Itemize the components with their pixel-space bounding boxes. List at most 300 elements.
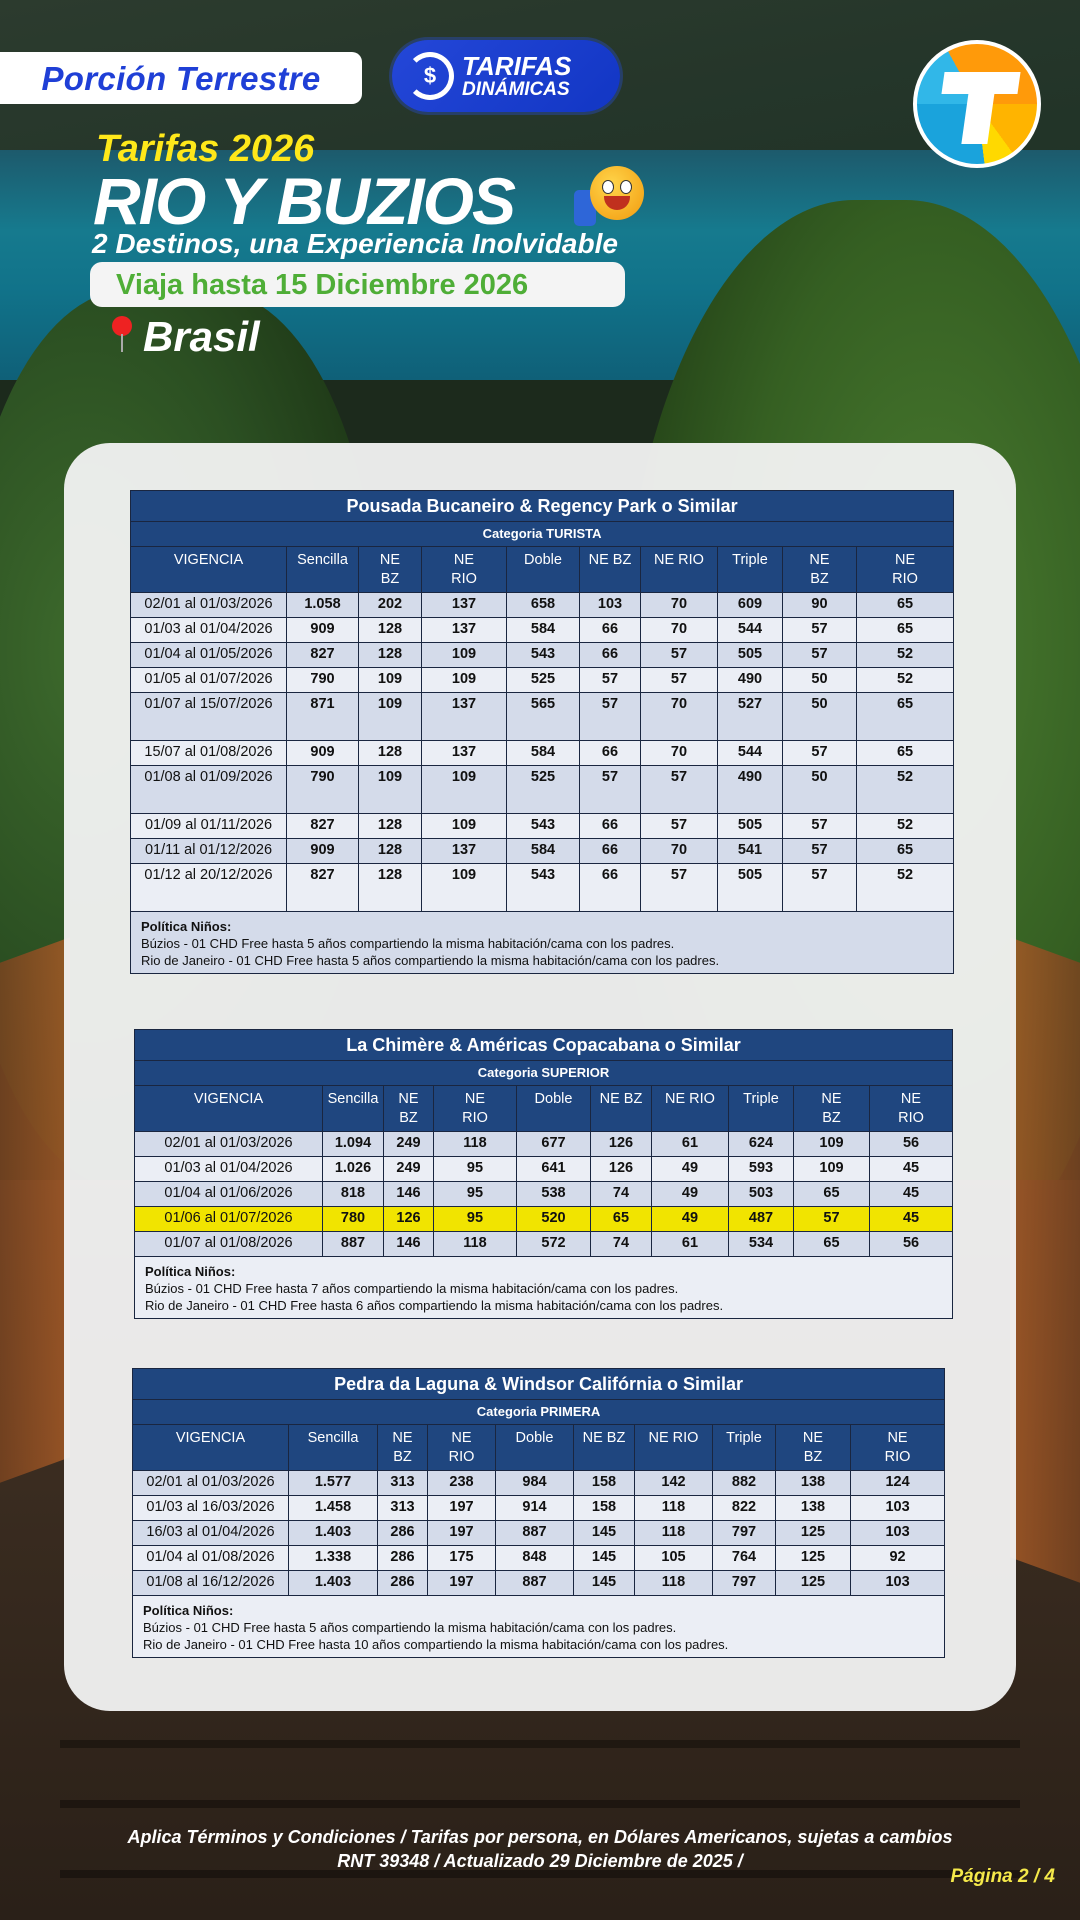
vigencia-cell: 16/03 al 01/04/2026	[133, 1521, 289, 1546]
porcion-terrestre-label	[0, 52, 362, 104]
price-cell: 65	[794, 1182, 870, 1207]
price-cell: 848	[496, 1546, 574, 1571]
price-cell: 797	[713, 1521, 776, 1546]
table-row	[131, 741, 954, 766]
badge-line2: DINÁMICAS	[462, 78, 570, 100]
price-cell: 505	[718, 864, 783, 912]
price-cell: 57	[783, 839, 857, 864]
rnt-line: RNT 39348 / Actualizado 29 Diciembre de 2025 /	[337, 1851, 743, 1871]
price-cell: 109	[422, 814, 507, 839]
column-header: VIGENCIA	[133, 1425, 289, 1471]
column-header-part: RIO	[462, 1110, 488, 1126]
vigencia-cell: 02/01 al 01/03/2026	[131, 593, 287, 618]
column-header-part: NE	[453, 552, 475, 568]
price-cell: 65	[794, 1232, 870, 1257]
travel-emoji-icon	[572, 160, 646, 234]
price-cell: 490	[718, 668, 783, 693]
column-header	[359, 547, 422, 593]
column-header: Triple	[713, 1425, 776, 1471]
rate-table	[132, 1368, 945, 1658]
price-cell: 158	[574, 1471, 635, 1496]
price-cell: 57	[783, 864, 857, 912]
price-cell: 105	[635, 1546, 713, 1571]
price-cell: 534	[729, 1232, 794, 1257]
child-policy	[135, 1257, 953, 1319]
price-cell: 137	[422, 618, 507, 643]
price-cell: 249	[384, 1157, 434, 1182]
policy-title: Política Niños:	[141, 919, 232, 934]
price-cell: 118	[635, 1571, 713, 1596]
table-row	[131, 668, 954, 693]
column-header: NE BZ	[580, 547, 641, 593]
vigencia-cell: 15/07 al 01/08/2026	[131, 741, 287, 766]
price-cell: 49	[652, 1207, 729, 1232]
column-header-part: RIO	[892, 571, 918, 587]
vigencia-cell: 01/05 al 01/07/2026	[131, 668, 287, 693]
column-header: NE RIO	[652, 1086, 729, 1132]
price-cell: 146	[384, 1182, 434, 1207]
price-cell: 146	[384, 1232, 434, 1257]
price-cell: 109	[359, 693, 422, 741]
price-cell: 790	[287, 766, 359, 814]
hotel-title: La Chimère & Américas Copacabana o Similar	[135, 1030, 953, 1061]
vigencia-cell: 01/11 al 01/12/2026	[131, 839, 287, 864]
column-header-part: NE	[809, 552, 830, 568]
price-cell: 197	[428, 1521, 496, 1546]
table-row	[131, 693, 954, 741]
rate-table	[134, 1029, 953, 1319]
price-cell: 66	[580, 643, 641, 668]
price-cell: 764	[713, 1546, 776, 1571]
table-row	[133, 1521, 945, 1546]
terms-line: Aplica Términos y Condiciones / Tarifas por persona, en Dólares Americanos, sujetas a cambios	[127, 1827, 953, 1847]
vigencia-cell: 01/07 al 15/07/2026	[131, 693, 287, 741]
category-label: Categoria TURISTA	[131, 522, 954, 547]
column-header-part: RIO	[451, 571, 477, 587]
price-cell: 887	[496, 1521, 574, 1546]
vigencia-cell: 01/12 al 20/12/2026	[131, 864, 287, 912]
column-header	[857, 547, 954, 593]
column-header-part: BZ	[822, 1110, 841, 1126]
column-header-part: NE	[464, 1091, 486, 1107]
price-cell: 65	[857, 839, 954, 864]
table-row	[133, 1546, 945, 1571]
column-header-part: NE	[894, 552, 916, 568]
price-cell: 95	[434, 1182, 517, 1207]
table-row	[135, 1207, 953, 1232]
price-cell: 50	[783, 766, 857, 814]
price-cell: 909	[287, 839, 359, 864]
policy-line: Búzios - 01 CHD Free hasta 5 años compartiendo la misma habitación/cama con los padres.	[143, 1620, 677, 1635]
price-cell: 1.026	[323, 1157, 384, 1182]
column-header-part: NE	[887, 1430, 908, 1446]
badge-line1: TARIFAS	[462, 50, 572, 81]
hotel-title: Pedra da Laguna & Windsor Califórnia o Similar	[133, 1369, 945, 1400]
price-cell: 641	[517, 1157, 591, 1182]
price-cell: 887	[323, 1232, 384, 1257]
price-cell: 584	[507, 839, 580, 864]
price-cell: 313	[378, 1471, 428, 1496]
price-cell: 138	[776, 1496, 851, 1521]
column-header-part: RIO	[898, 1110, 924, 1126]
column-header-part: NE	[900, 1091, 922, 1107]
price-cell: 56	[870, 1132, 953, 1157]
price-cell: 487	[729, 1207, 794, 1232]
price-cell: 137	[422, 741, 507, 766]
table-row	[135, 1157, 953, 1182]
hotel-title: Pousada Bucaneiro & Regency Park o Similar	[131, 491, 954, 522]
price-cell: 125	[776, 1571, 851, 1596]
policy-line: Búzios - 01 CHD Free hasta 5 años compartiendo la misma habitación/cama con los padres.	[141, 936, 675, 951]
column-header: Sencilla	[287, 547, 359, 593]
price-cell: 593	[729, 1157, 794, 1182]
price-cell: 544	[718, 741, 783, 766]
price-cell: 57	[641, 864, 718, 912]
price-cell: 286	[378, 1521, 428, 1546]
year-label: Tarifas 2026	[96, 128, 315, 170]
price-cell: 103	[851, 1571, 945, 1596]
price-cell: 65	[857, 693, 954, 741]
price-cell: 65	[857, 593, 954, 618]
price-cell: 52	[857, 668, 954, 693]
price-cell: 505	[718, 643, 783, 668]
table-row	[135, 1132, 953, 1157]
price-cell: 57	[580, 668, 641, 693]
price-cell: 584	[507, 618, 580, 643]
column-header	[422, 547, 507, 593]
column-header	[794, 1086, 870, 1132]
price-cell: 109	[359, 668, 422, 693]
column-header-part: NE	[379, 552, 401, 568]
price-cell: 145	[574, 1546, 635, 1571]
price-cell: 286	[378, 1546, 428, 1571]
price-cell: 65	[591, 1207, 652, 1232]
price-cell: 827	[287, 643, 359, 668]
price-cell: 92	[851, 1546, 945, 1571]
price-cell: 126	[384, 1207, 434, 1232]
price-cell: 65	[857, 618, 954, 643]
price-cell: 677	[517, 1132, 591, 1157]
column-header: Sencilla	[289, 1425, 378, 1471]
price-cell: 1.458	[289, 1496, 378, 1521]
price-cell: 543	[507, 814, 580, 839]
price-cell: 57	[641, 643, 718, 668]
table-row	[131, 643, 954, 668]
column-header-part: NE	[821, 1091, 842, 1107]
page-number: Página 2 / 4	[950, 1866, 1055, 1887]
price-cell: 128	[359, 618, 422, 643]
table-row	[131, 618, 954, 643]
table-row	[133, 1471, 945, 1496]
column-header-part: RIO	[884, 1449, 911, 1465]
price-cell: 103	[851, 1521, 945, 1546]
table-row	[133, 1571, 945, 1596]
stair-step	[60, 1800, 1020, 1808]
price-cell: 818	[323, 1182, 384, 1207]
price-cell: 145	[574, 1521, 635, 1546]
logo-t-stem	[961, 92, 994, 144]
price-cell: 490	[718, 766, 783, 814]
price-cell: 50	[783, 668, 857, 693]
price-cell: 827	[287, 814, 359, 839]
column-header	[384, 1086, 434, 1132]
price-cell: 109	[422, 766, 507, 814]
price-cell: 790	[287, 668, 359, 693]
price-cell: 50	[783, 693, 857, 741]
policy-title: Política Niños:	[145, 1264, 236, 1279]
price-cell: 138	[776, 1471, 851, 1496]
footer	[0, 1826, 1080, 1872]
column-header	[378, 1425, 428, 1471]
table-row	[131, 864, 954, 912]
price-cell: 70	[641, 839, 718, 864]
price-cell: 45	[870, 1207, 953, 1232]
price-cell: 74	[591, 1232, 652, 1257]
price-cell: 109	[359, 766, 422, 814]
price-cell: 827	[287, 864, 359, 912]
price-cell: 822	[713, 1496, 776, 1521]
price-cell: 57	[641, 814, 718, 839]
price-cell: 57	[580, 693, 641, 741]
price-cell: 871	[287, 693, 359, 741]
railing-right	[1010, 937, 1080, 1582]
price-cell: 197	[428, 1496, 496, 1521]
price-cell: 1.094	[323, 1132, 384, 1157]
price-cell: 197	[428, 1571, 496, 1596]
rate-table	[130, 490, 954, 974]
column-header-part: BZ	[380, 571, 400, 587]
price-cell: 525	[507, 668, 580, 693]
price-cell: 1.577	[289, 1471, 378, 1496]
price-cell: 66	[580, 814, 641, 839]
price-cell: 57	[641, 668, 718, 693]
page-title: RIO Y BUZIOS	[93, 164, 514, 238]
price-cell: 49	[652, 1157, 729, 1182]
price-cell: 118	[434, 1132, 517, 1157]
column-header	[783, 547, 857, 593]
price-cell: 56	[870, 1232, 953, 1257]
column-header-part: NE	[451, 1430, 472, 1446]
column-header	[851, 1425, 945, 1471]
price-cell: 61	[652, 1232, 729, 1257]
price-cell: 52	[857, 643, 954, 668]
price-cell: 249	[384, 1132, 434, 1157]
price-cell: 137	[422, 839, 507, 864]
stair-step	[60, 1740, 1020, 1748]
price-cell: 118	[635, 1496, 713, 1521]
price-cell: 128	[359, 741, 422, 766]
column-header: Doble	[496, 1425, 574, 1471]
price-cell: 609	[718, 593, 783, 618]
price-cell: 65	[857, 741, 954, 766]
table-row	[133, 1496, 945, 1521]
price-cell: 45	[870, 1157, 953, 1182]
vigencia-cell: 01/04 al 01/05/2026	[131, 643, 287, 668]
price-cell: 543	[507, 643, 580, 668]
price-cell: 584	[507, 741, 580, 766]
child-policy	[133, 1596, 945, 1658]
vigencia-cell: 01/06 al 01/07/2026	[135, 1207, 323, 1232]
price-cell: 70	[641, 693, 718, 741]
price-cell: 57	[783, 618, 857, 643]
price-cell: 109	[794, 1132, 870, 1157]
price-cell: 109	[422, 668, 507, 693]
price-cell: 52	[857, 766, 954, 814]
price-cell: 128	[359, 864, 422, 912]
price-cell: 543	[507, 864, 580, 912]
table-row	[131, 593, 954, 618]
policy-line: Rio de Janeiro - 01 CHD Free hasta 10 años compartiendo la misma habitación/cama con los padres.	[143, 1637, 729, 1652]
column-header: NE BZ	[574, 1425, 635, 1471]
table-row	[131, 814, 954, 839]
price-cell: 887	[496, 1571, 574, 1596]
price-cell: 125	[776, 1546, 851, 1571]
price-cell: 66	[580, 618, 641, 643]
price-cell: 128	[359, 643, 422, 668]
price-cell: 520	[517, 1207, 591, 1232]
column-header	[434, 1086, 517, 1132]
price-cell: 882	[713, 1471, 776, 1496]
vigencia-cell: 01/08 al 01/09/2026	[131, 766, 287, 814]
column-header: Triple	[718, 547, 783, 593]
column-header: VIGENCIA	[135, 1086, 323, 1132]
price-cell: 103	[580, 593, 641, 618]
column-header-part: BZ	[810, 571, 829, 587]
price-cell: 538	[517, 1182, 591, 1207]
price-cell: 109	[422, 643, 507, 668]
vigencia-cell: 01/03 al 16/03/2026	[133, 1496, 289, 1521]
price-cell: 1.338	[289, 1546, 378, 1571]
vigencia-cell: 01/04 al 01/08/2026	[133, 1546, 289, 1571]
price-cell: 525	[507, 766, 580, 814]
price-cell: 142	[635, 1471, 713, 1496]
price-cell: 61	[652, 1132, 729, 1157]
policy-line: Rio de Janeiro - 01 CHD Free hasta 5 años compartiendo la misma habitación/cama con los padres.	[141, 953, 720, 968]
table-row	[135, 1232, 953, 1257]
table-row	[131, 766, 954, 814]
dollar-cycle-icon: $	[406, 52, 454, 100]
column-header	[870, 1086, 953, 1132]
price-cell: 66	[580, 864, 641, 912]
price-cell: 57	[783, 643, 857, 668]
price-cell: 109	[794, 1157, 870, 1182]
table-row	[131, 839, 954, 864]
price-cell: 90	[783, 593, 857, 618]
column-header: VIGENCIA	[131, 547, 287, 593]
price-cell: 158	[574, 1496, 635, 1521]
price-cell: 70	[641, 593, 718, 618]
policy-title: Política Niños:	[143, 1603, 234, 1618]
column-header-part: BZ	[399, 1110, 418, 1126]
policy-line: Búzios - 01 CHD Free hasta 7 años compartiendo la misma habitación/cama con los padres.	[145, 1281, 679, 1296]
price-cell: 572	[517, 1232, 591, 1257]
price-cell: 145	[574, 1571, 635, 1596]
price-cell: 128	[359, 814, 422, 839]
price-cell: 238	[428, 1471, 496, 1496]
column-header: Triple	[729, 1086, 794, 1132]
price-cell: 74	[591, 1182, 652, 1207]
price-cell: 286	[378, 1571, 428, 1596]
price-cell: 70	[641, 741, 718, 766]
price-cell: 66	[580, 839, 641, 864]
column-header: Doble	[517, 1086, 591, 1132]
vigencia-cell: 01/08 al 16/12/2026	[133, 1571, 289, 1596]
logo-t-bar	[941, 72, 1020, 94]
railing-left	[0, 937, 70, 1482]
price-cell: 797	[713, 1571, 776, 1596]
price-cell: 541	[718, 839, 783, 864]
price-cell: 527	[718, 693, 783, 741]
price-cell: 95	[434, 1157, 517, 1182]
column-header	[428, 1425, 496, 1471]
subtitle: 2 Destinos, una Experiencia Inolvidable	[92, 228, 618, 259]
price-cell: 658	[507, 593, 580, 618]
price-cell: 66	[580, 741, 641, 766]
vigencia-cell: 02/01 al 01/03/2026	[135, 1132, 323, 1157]
price-cell: 70	[641, 618, 718, 643]
column-header: Sencilla	[323, 1086, 384, 1132]
price-cell: 137	[422, 693, 507, 741]
price-cell: 57	[783, 814, 857, 839]
vigencia-cell: 01/03 al 01/04/2026	[135, 1157, 323, 1182]
column-header: NE BZ	[591, 1086, 652, 1132]
price-cell: 544	[718, 618, 783, 643]
brand-logo	[913, 40, 1041, 168]
price-cell: 624	[729, 1132, 794, 1157]
location-pin-icon	[112, 316, 132, 336]
vigencia-cell: 01/04 al 01/06/2026	[135, 1182, 323, 1207]
price-cell: 313	[378, 1496, 428, 1521]
price-cell: 52	[857, 814, 954, 839]
price-cell: 126	[591, 1157, 652, 1182]
smiley-icon	[590, 166, 644, 220]
price-cell: 984	[496, 1471, 574, 1496]
price-cell: 103	[851, 1496, 945, 1521]
location-pin-stem	[121, 334, 123, 352]
child-policy	[131, 912, 954, 974]
price-cell: 57	[783, 741, 857, 766]
price-cell: 57	[794, 1207, 870, 1232]
price-cell: 503	[729, 1182, 794, 1207]
price-cell: 49	[652, 1182, 729, 1207]
price-cell: 565	[507, 693, 580, 741]
price-cell: 137	[422, 593, 507, 618]
tarifas-dinamicas-badge	[392, 40, 620, 112]
price-cell: 505	[718, 814, 783, 839]
price-cell: 57	[641, 766, 718, 814]
price-cell: 124	[851, 1471, 945, 1496]
column-header-part: BZ	[803, 1449, 823, 1465]
policy-line: Rio de Janeiro - 01 CHD Free hasta 6 años compartiendo la misma habitación/cama con los padres.	[145, 1298, 724, 1313]
travel-until-banner	[90, 262, 625, 307]
column-header-part: BZ	[393, 1449, 412, 1465]
vigencia-cell: 01/07 al 01/08/2026	[135, 1232, 323, 1257]
price-cell: 914	[496, 1496, 574, 1521]
price-cell: 45	[870, 1182, 953, 1207]
price-cell: 118	[434, 1232, 517, 1257]
column-header: NE RIO	[641, 547, 718, 593]
column-header	[776, 1425, 851, 1471]
price-cell: 125	[776, 1521, 851, 1546]
column-header-part: RIO	[448, 1449, 475, 1465]
price-cell: 202	[359, 593, 422, 618]
price-cell: 57	[580, 766, 641, 814]
vigencia-cell: 01/03 al 01/04/2026	[131, 618, 287, 643]
price-cell: 126	[591, 1132, 652, 1157]
column-header: NE RIO	[635, 1425, 713, 1471]
column-header-part: NE	[392, 1430, 413, 1446]
price-cell: 109	[422, 864, 507, 912]
